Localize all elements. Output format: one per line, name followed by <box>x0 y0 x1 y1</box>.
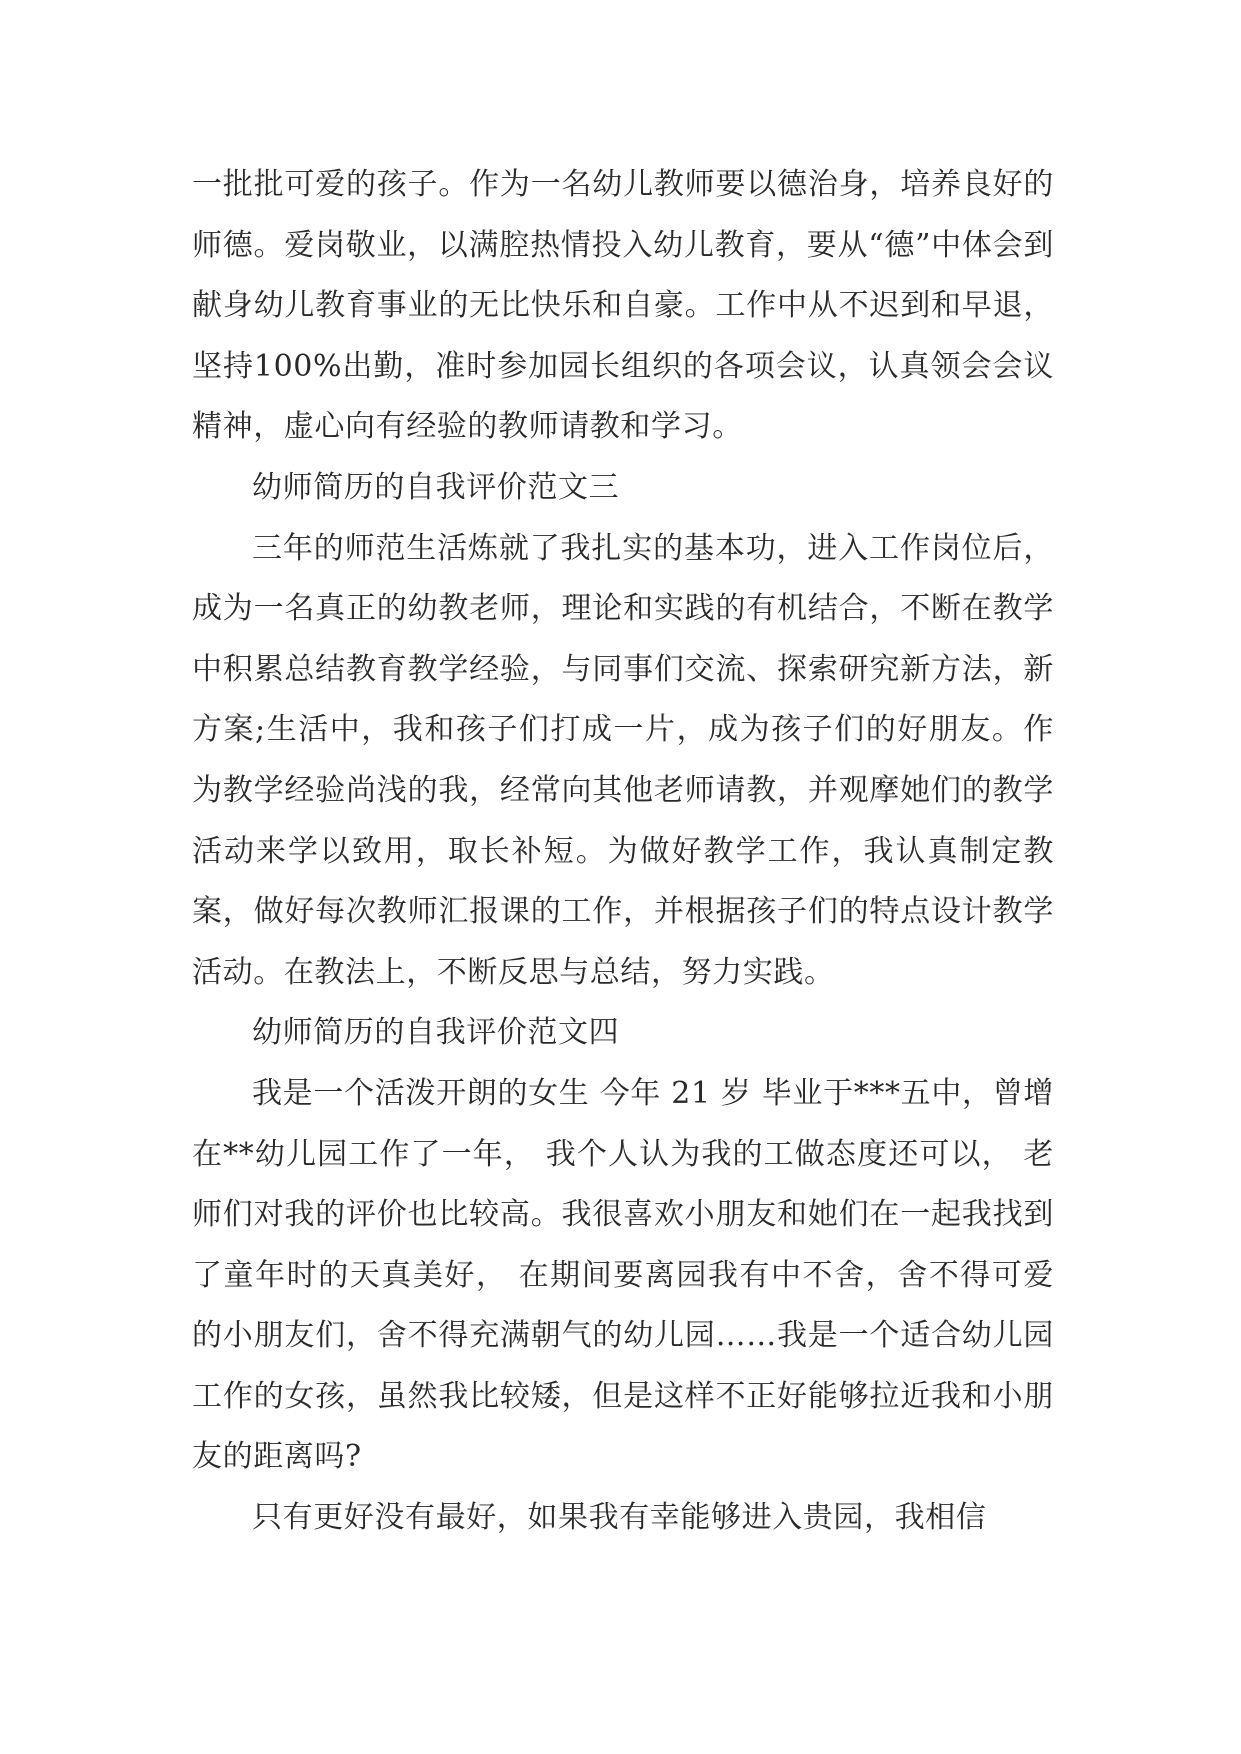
paragraph-1: 一批批可爱的孩子。作为一名幼儿教师要以德治身，培养良好的师德。爱岗敬业，以满腔热情投入幼儿教育，要从“德”中体会到献身幼儿教育事业的无比快乐和自豪。工作中从不迟到和早退，坚持100%出勤，准时参加园长组织的各项会议，认真领会会议精神，虚心向有经验的教师请教和学习。 <box>192 167 1054 445</box>
paragraph-4: 只有更好没有最好，如果我有幸能够进入贵园，我相信 <box>252 1500 987 1536</box>
section-heading-4: 幼师简历的自我评价范文四 <box>252 1015 620 1051</box>
paragraph-2: 三年的师范生活炼就了我扎实的基本功，进入工作岗位后，成为一名真正的幼教老师，理论和实践的有机结合，不断在教学中积累总结教育教学经验，与同事们交流、探索研究新方法，新方案;生活中，我和孩子们打成一片，成为孩子们的好朋友。作为教学经验尚浅的我，经常向其他老师请教，并观摩她们的教学活动来学以致用，取长补短。为做好教学工作，我认真制定教案，做好每次教师汇报课的工作，并根据孩子们的特点设计教学活动。在教法上，不断反思与总结，努力实践。 <box>192 530 1054 990</box>
document-body <box>192 155 1054 1549</box>
paragraph-3: 我是一个活泼开朗的女生 今年 21 岁 毕业于***五中，曾增在**幼儿园工作了一年， 我个人认为我的工做态度还可以， 老师们对我的评价也比较高。我很喜欢小朋友和她们在一起我找到了童年时的天真美好， 在期间要离园我有中不舍，舍不得可爱的小朋友们，舍不得充满朝气的幼儿园……我是一个适合幼儿园工作的女孩，虽然我比较矮，但是这样不正好能够拉近我和小朋友的距离吗? <box>192 1075 1054 1475</box>
section-heading-3: 幼师简历的自我评价范文三 <box>252 469 620 505</box>
